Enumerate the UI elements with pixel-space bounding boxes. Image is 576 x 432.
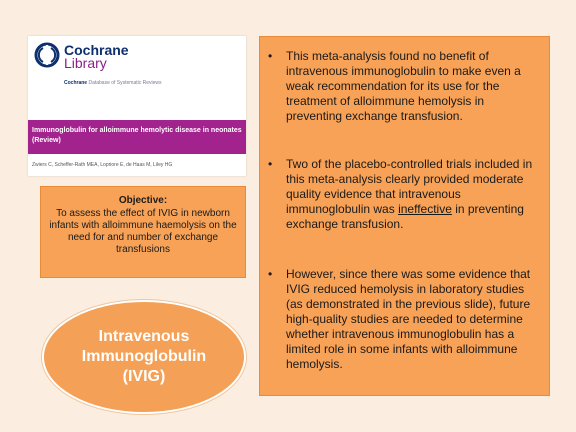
finding-text: However, since there was some evidence that IVIG reduced hemolysis in laboratory studies (as demonstrated in the previous slide), future high-quality studies are needed to determine whether intravenous immunoglobulin has a limited role in some infants with alloimmune hemolysis. — [286, 267, 531, 371]
finding-text-before: Two of the placebo-controlled trials included in this meta-analysis clearly provided moderate quality evidence that intravenous immunoglobulin was — [286, 157, 533, 216]
ivig-line-3: (IVIG) — [122, 368, 166, 385]
finding-item — [268, 157, 538, 232]
bullet-icon: • — [268, 49, 273, 63]
cochrane-logo-icon — [34, 42, 60, 68]
findings-panel — [259, 36, 550, 396]
database-line — [64, 80, 162, 86]
brand-sub: Library — [64, 55, 107, 71]
finding-text — [286, 157, 538, 232]
database-bold: Cochrane — [64, 80, 88, 86]
review-title: Immunoglobulin for alloimmune hemolytic disease in neonates (Review) — [32, 127, 242, 144]
ivig-line-2: Immunoglobulin — [81, 348, 207, 365]
bullet-icon: • — [268, 267, 273, 281]
objective-text: To assess the effect of IVIG in newborn infants with alloimmune haemolysis on the need for and number of exchange transfusions — [49, 208, 237, 255]
objective-title: Objective: — [118, 195, 168, 206]
bullet-icon: • — [268, 157, 273, 171]
finding-item — [268, 267, 538, 372]
finding-item — [268, 49, 538, 124]
brand-name: Cochrane — [64, 42, 129, 58]
review-title-band — [28, 120, 246, 154]
finding-text: This meta-analysis found no benefit of intravenous immunoglobulin to make even a weak recommendation for its use for the treatment of alloimmune hemolysis in preventing exchange transfusion. — [286, 49, 521, 123]
ivig-line-1: Intravenous — [98, 328, 190, 345]
objective-box — [40, 186, 246, 278]
cochrane-logo — [34, 42, 234, 76]
database-rest: Database of Systematic Reviews — [88, 80, 162, 86]
review-authors: Zwiers C, Scheffer-Rath MEA, Lopriore E, de Haas M, Liley HG — [32, 162, 173, 168]
ivig-label — [64, 327, 224, 387]
finding-underlined: ineffective — [398, 202, 452, 216]
ivig-oval — [42, 300, 246, 414]
finding-text-after: in preventing exchange transfusion. — [286, 202, 524, 231]
cochrane-review-card — [28, 36, 246, 176]
